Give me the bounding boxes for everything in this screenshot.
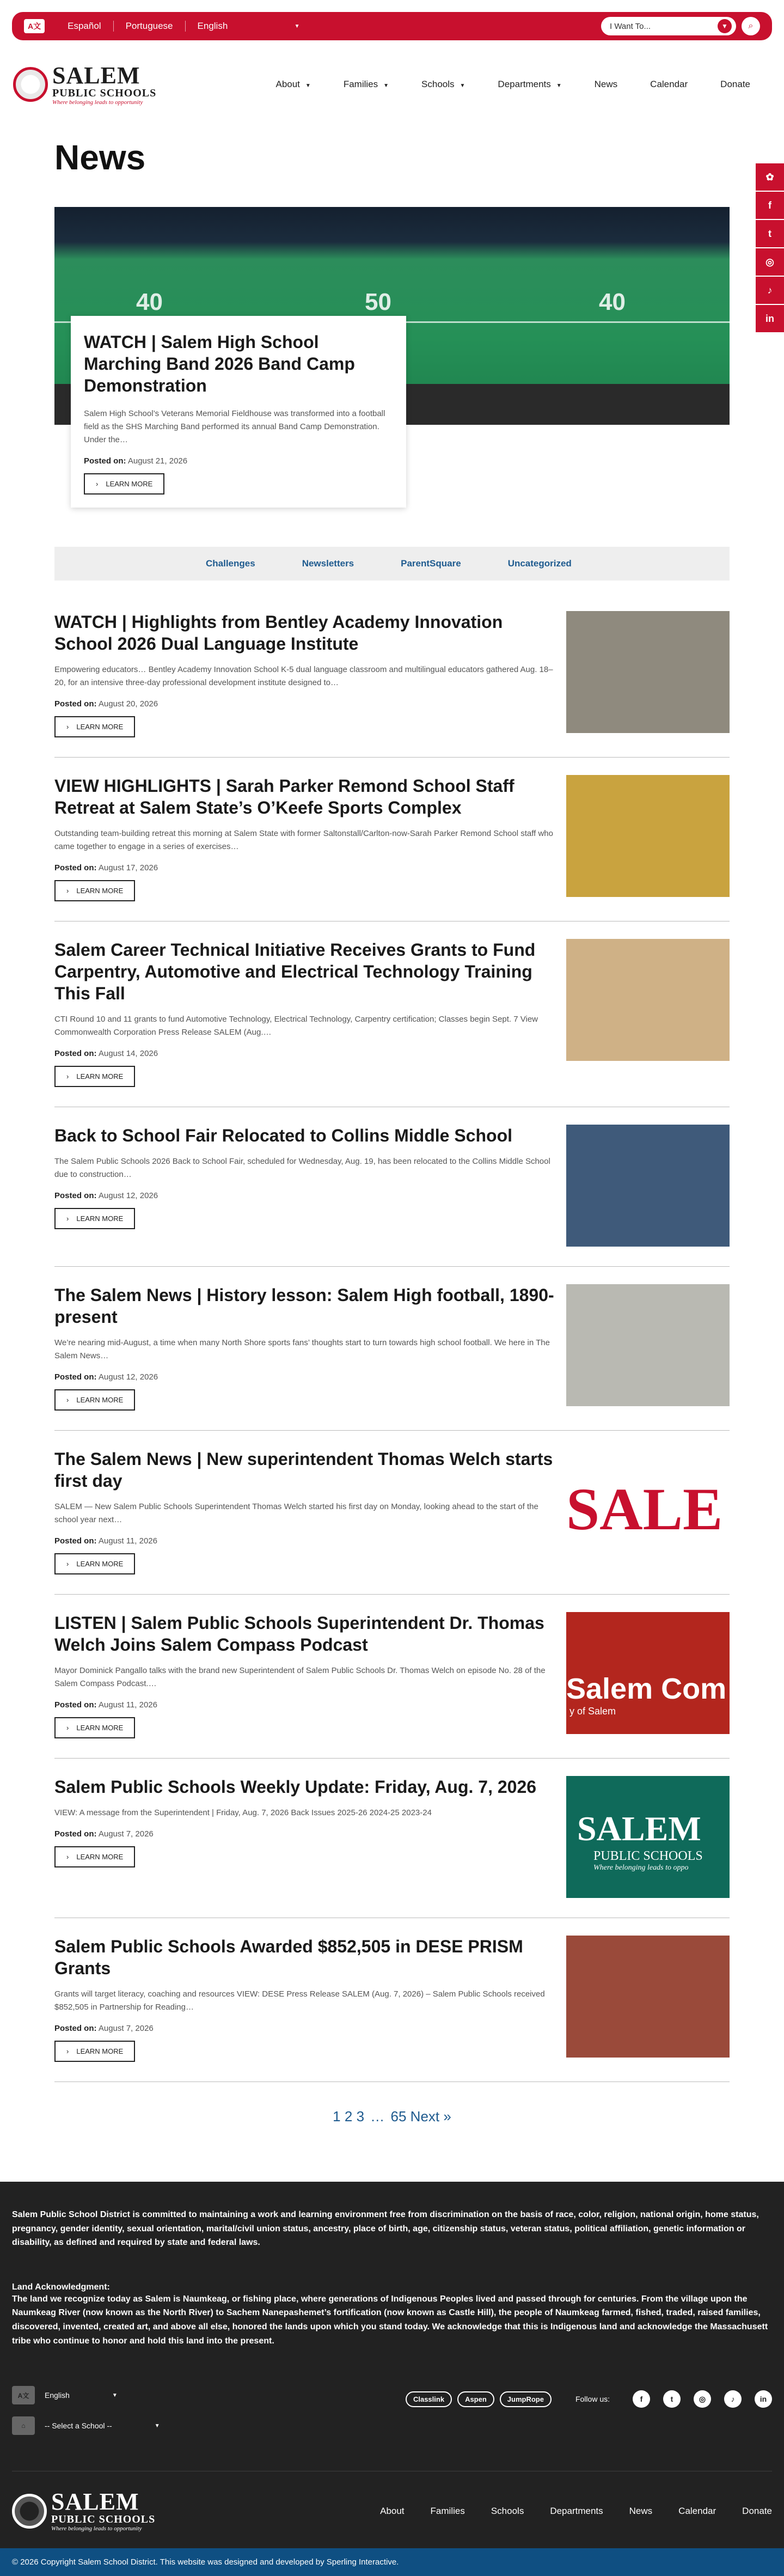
aspen-link[interactable]: Aspen (457, 2391, 494, 2407)
category-newsletters[interactable]: Newsletters (302, 558, 354, 569)
logo-subword: PUBLIC SCHOOLS (51, 2513, 156, 2526)
nav-calendar[interactable]: Calendar (650, 79, 688, 89)
language-select-value: English (197, 21, 228, 31)
social-rail (756, 163, 784, 333)
news-text (54, 939, 559, 1087)
nondiscrimination-notice: Salem Public School District is committed to maintaining a work and learning environment free from discrimination on the basis of race, color, religion, national origin, home status, pregnancy, gender identity, sexual orientation, marital/civil union status, ancestry, place of birth, age, citizenship status, veteran status, political affiliation, genetic information or disability, as defined and required by state and federal laws. (12, 2210, 759, 2248)
news-posted: Posted on: August 7, 2026 (54, 2024, 154, 2033)
news-item (54, 775, 730, 921)
news-posted: Posted on: August 12, 2026 (54, 1372, 158, 1382)
news-thumbnail[interactable] (566, 611, 730, 733)
seal-icon (13, 67, 48, 102)
yard-number: 40 (136, 289, 163, 315)
instagram-icon[interactable]: ◎ (694, 2390, 711, 2408)
thumb-tagline: Where belonging leads to oppo (593, 1864, 689, 1872)
news-title[interactable]: Back to School Fair Relocated to Collins Middle School (54, 1126, 512, 1145)
chevron-right-icon: › (66, 1072, 69, 1081)
news-posted: Posted on: August 11, 2026 (54, 1536, 157, 1546)
news-excerpt: Empowering educators… Bentley Academy Innovation School K-5 dual language classroom and multilingual educators gathered Aug. 18–20, for an intensive three-day professional development institute designed to… (54, 665, 553, 687)
footer-selectors (12, 2386, 160, 2447)
page-ellipsis: … (370, 2108, 385, 2125)
learn-more-button[interactable]: › LEARN MORE (54, 1389, 135, 1411)
footer-nav (380, 2506, 772, 2517)
accessibility-icon[interactable]: ✿ (756, 163, 784, 192)
learn-more-button[interactable]: › LEARN MORE (54, 1846, 135, 1867)
seal-icon (12, 2494, 47, 2529)
category-parentsquare[interactable]: ParentSquare (401, 558, 461, 569)
linkedin-icon[interactable]: in (756, 305, 784, 333)
next-page-link[interactable]: Next » (410, 2108, 451, 2125)
news-text (54, 611, 559, 737)
search-icon: ⌕ (748, 21, 754, 30)
logo-subword: PUBLIC SCHOOLS (52, 87, 157, 99)
news-text (54, 1284, 559, 1411)
tiktok-icon[interactable]: ♪ (724, 2390, 742, 2408)
chevron-down-icon: ▼ (460, 83, 465, 89)
news-thumbnail[interactable] (566, 775, 730, 897)
news-title[interactable]: Salem Public Schools Weekly Update: Friday, Aug. 7, 2026 (54, 1777, 537, 1797)
page-65-link[interactable]: 65 (390, 2108, 407, 2125)
news-excerpt: Grants will target literacy, coaching and resources VIEW: DESE Press Release SALEM (Aug. 7, 2026) – Salem Public Schools received $852,505 in Partnership for Reading… (54, 1989, 545, 2012)
featured-learn-more-button[interactable]: › LEARN MORE (84, 473, 164, 495)
instagram-icon[interactable]: ◎ (756, 248, 784, 277)
pagination (54, 2108, 730, 2125)
i-want-to-label: I Want To... (610, 21, 651, 31)
i-want-to-group (601, 17, 760, 35)
tiktok-icon[interactable]: ♪ (756, 277, 784, 305)
footer-language-value: English (45, 2391, 70, 2400)
news-thumbnail[interactable] (566, 1448, 730, 1570)
language-select[interactable] (186, 21, 300, 32)
news-thumbnail[interactable] (566, 939, 730, 1061)
news-item (54, 611, 730, 758)
page-2-link[interactable]: 2 (344, 2108, 353, 2125)
land-acknowledgment-text: The land we recognize today as Salem is Naumkeag, or fishing place, where generations of Indigenous Peoples lived and passed through for centuries. From the village upon the Naumkeag River (now known as the North River) to Sachem Nanepashemet’s fortification (now known as Castle Hill), the people of Naumkeag farmed, fished, traded, raised families, discovered, invented, created art, and above all else, honored the lands upon which you stand today. We acknowledge that this is Indigenous land and acknowledge the Massachusett tribe who continue to honor and hold this land into the present. (12, 2294, 768, 2346)
main-nav (275, 79, 750, 90)
main-content (54, 137, 730, 2125)
news-thumbnail[interactable] (566, 1284, 730, 1406)
chevron-right-icon: › (66, 1396, 69, 1404)
news-list (54, 611, 730, 2082)
chevron-right-icon: › (66, 887, 69, 895)
nav-about[interactable]: About ▼ (275, 79, 311, 89)
category-uncategorized[interactable]: Uncategorized (507, 558, 572, 569)
news-title[interactable]: Salem Career Technical Initiative Receives Grants to Fund Carpentry, Automotive and Electrical Technology Training This Fall (54, 940, 536, 1003)
news-posted: Posted on: August 7, 2026 (54, 1829, 154, 1839)
news-item (54, 1448, 730, 1595)
jumprope-link[interactable]: JumpRope (500, 2391, 552, 2407)
thumb-subtext: y of Salem (569, 1706, 616, 1717)
news-title[interactable]: The Salem News | New superintendent Thomas Welch starts first day (54, 1449, 553, 1491)
page-1-link[interactable]: 1 (333, 2108, 341, 2125)
chevron-down-icon: ▼ (294, 23, 300, 29)
nav-departments[interactable]: Departments ▼ (498, 79, 562, 89)
utility-bar-inner (12, 12, 772, 40)
footer-logo-text (51, 2490, 155, 2532)
news-excerpt: CTI Round 10 and 11 grants to fund Automotive Technology, Electrical Technology, Carpentry certification; Classes begin Sept. 7 View Commonwealth Corporation Press Release SALEM (Aug.… (54, 1015, 538, 1037)
featured-posted: Posted on: August 21, 2026 (84, 456, 188, 466)
nav-donate[interactable]: Donate (720, 79, 750, 89)
news-title[interactable]: WATCH | Highlights from Bentley Academy Innovation School 2026 Dual Language Institute (54, 612, 503, 654)
copyright-bar: © 2026 Copyright Salem School District. This website was designed and developed by Sperling Interactive. (0, 2548, 784, 2576)
logo-tagline: Where belonging leads to opportunity (52, 99, 143, 106)
category-filter (54, 547, 730, 581)
news-text (54, 1612, 559, 1738)
news-text (54, 775, 559, 901)
footer-nav-news[interactable]: News (629, 2505, 653, 2516)
footer-nav-about[interactable]: About (380, 2505, 405, 2516)
chevron-down-icon: ▼ (383, 83, 389, 89)
news-excerpt: VIEW: A message from the Superintendent | Friday, Aug. 7, 2026 Back Issues 2025-26 2024-25 2023-24 (54, 1808, 432, 1817)
yard-number: 50 (365, 289, 391, 315)
news-title[interactable]: VIEW HIGHLIGHTS | Sarah Parker Remond School Staff Retreat at Salem State’s O’Keefe Sports Complex (54, 776, 514, 817)
chevron-down-icon: ▼ (305, 83, 311, 89)
learn-more-button[interactable]: › LEARN MORE (54, 1208, 135, 1229)
featured-card (71, 316, 406, 508)
chevron-down-icon: ▼ (154, 2422, 160, 2429)
facebook-icon[interactable]: f (633, 2390, 650, 2408)
news-excerpt: We’re nearing mid-August, a time when many North Shore sports fans’ thoughts start to turn towards high school football. We here in The Salem News… (54, 1338, 550, 1360)
learn-more-button[interactable]: › LEARN MORE (54, 880, 135, 901)
news-excerpt: The Salem Public Schools 2026 Back to School Fair, scheduled for Wednesday, Aug. 19, has been relocated to the Collins Middle School due to construction… (54, 1157, 550, 1179)
learn-more-button[interactable]: › LEARN MORE (54, 716, 135, 737)
footer-nav-families[interactable]: Families (430, 2505, 465, 2516)
news-posted: Posted on: August 17, 2026 (54, 863, 158, 872)
twitter-icon[interactable]: t (756, 220, 784, 248)
footer-dark (0, 2182, 784, 2548)
news-thumbnail[interactable] (566, 1612, 730, 1734)
chevron-right-icon: › (66, 723, 69, 731)
nav-news[interactable]: News (594, 79, 618, 89)
news-thumbnail[interactable] (566, 1125, 730, 1247)
news-item (54, 1125, 730, 1267)
featured-title[interactable]: WATCH | Salem High School Marching Band 2026 Band Camp Demonstration (84, 332, 355, 395)
news-excerpt: SALEM — New Salem Public Schools Superintendent Thomas Welch started his first day on Monday, looking ahead to the start of the school year next… (54, 1502, 538, 1524)
news-excerpt: Mayor Dominick Pangallo talks with the brand new Superintendent of Salem Public Schools Dr. Thomas Welch on episode No. 28 of the Salem Compass Podcast.… (54, 1666, 546, 1688)
logo-tagline: Where belonging leads to opportunity (51, 2525, 142, 2532)
site-logo[interactable] (13, 64, 156, 106)
featured-excerpt: Salem High School’s Veterans Memorial Fieldhouse was transformed into a football field as the SHS Marching Band performed its annual Band Camp Demonstration. Under the… (84, 409, 385, 444)
news-item (54, 1284, 730, 1431)
thumb-subtext: PUBLIC SCHOOLS (593, 1849, 703, 1863)
news-thumbnail[interactable] (566, 1936, 730, 2058)
footer-quicklinks (406, 2390, 772, 2408)
site-footer (0, 2182, 784, 2576)
translate-icon: A文 (12, 2386, 35, 2404)
learn-more-button[interactable]: › LEARN MORE (54, 2041, 135, 2062)
footer-nav-schools[interactable]: Schools (491, 2505, 524, 2516)
chevron-down-icon: ▼ (718, 19, 732, 33)
news-title[interactable]: The Salem News | History lesson: Salem High football, 1890-present (54, 1285, 554, 1327)
footer-nav-departments[interactable]: Departments (550, 2505, 603, 2516)
logo-word: SALEM (52, 62, 140, 89)
learn-more-button[interactable]: › LEARN MORE (54, 1717, 135, 1738)
footer-language-select[interactable] (12, 2386, 160, 2404)
thumb-text: Salem Com (566, 1672, 727, 1705)
news-excerpt: Outstanding team-building retreat this morning at Salem State with former Saltonstall/Carlton-now-Sarah Parker Remond School staff who came together to engage in a series of exercises… (54, 829, 553, 851)
news-text (54, 1776, 559, 1898)
school-icon: ⌂ (12, 2416, 35, 2435)
lang-portuguese-link[interactable]: Portuguese (114, 21, 186, 32)
news-item (54, 1612, 730, 1759)
news-title[interactable]: Salem Public Schools Awarded $852,505 in DESE PRISM Grants (54, 1937, 523, 1978)
chevron-right-icon: › (66, 2047, 69, 2055)
language-switcher (24, 19, 300, 33)
news-posted: Posted on: August 11, 2026 (54, 1700, 157, 1710)
classlink-link[interactable]: Classlink (406, 2391, 452, 2407)
news-text (54, 1125, 559, 1247)
search-button[interactable] (742, 17, 760, 35)
page-title: News (54, 138, 146, 177)
footer-nav-donate[interactable]: Donate (742, 2505, 772, 2516)
footer-school-select[interactable] (12, 2416, 160, 2435)
nav-families[interactable]: Families ▼ (343, 79, 389, 89)
chevron-right-icon: › (66, 1724, 69, 1732)
yard-number: 40 (599, 289, 626, 315)
news-posted: Posted on: August 20, 2026 (54, 699, 158, 709)
thumb-text: SALE (566, 1476, 723, 1542)
learn-more-button[interactable]: › LEARN MORE (54, 1066, 135, 1087)
follow-us-label: Follow us: (575, 2395, 610, 2404)
chevron-right-icon: › (96, 480, 99, 488)
logo-word: SALEM (51, 2488, 139, 2516)
footer-school-value: -- Select a School -- (45, 2421, 112, 2431)
chevron-right-icon: › (66, 1853, 69, 1861)
chevron-down-icon: ▼ (556, 83, 562, 89)
footer-bottom (12, 2471, 772, 2532)
i-want-to-select[interactable] (601, 17, 736, 35)
chevron-down-icon: ▼ (112, 2392, 118, 2398)
news-title[interactable]: LISTEN | Salem Public Schools Superintendent Dr. Thomas Welch Joins Salem Compass Podcast (54, 1613, 544, 1655)
footer-nav-calendar[interactable]: Calendar (678, 2505, 716, 2516)
news-item (54, 1936, 730, 2082)
site-header (0, 54, 784, 114)
news-text (54, 1448, 559, 1574)
twitter-icon[interactable]: t (663, 2390, 681, 2408)
news-item (54, 1776, 730, 1918)
footer-logo[interactable] (12, 2490, 155, 2532)
logo-text (52, 64, 156, 106)
nav-schools[interactable]: Schools ▼ (421, 79, 465, 89)
utility-bar (0, 0, 784, 54)
translate-icon: A文 (24, 19, 45, 33)
page-3-link[interactable]: 3 (356, 2108, 365, 2125)
footer-tools (12, 2386, 772, 2447)
thumb-text: SALEM (577, 1809, 701, 1848)
linkedin-icon[interactable]: in (755, 2390, 772, 2408)
land-acknowledgment-title: Land Acknowledgment: (12, 2282, 110, 2292)
chevron-right-icon: › (66, 1560, 69, 1568)
featured-post (54, 207, 730, 545)
lang-espanol-link[interactable]: Español (56, 21, 113, 32)
category-challenges[interactable]: Challenges (206, 558, 255, 569)
facebook-icon[interactable]: f (756, 192, 784, 220)
learn-more-button[interactable]: › LEARN MORE (54, 1553, 135, 1574)
news-posted: Posted on: August 14, 2026 (54, 1049, 158, 1058)
chevron-right-icon: › (66, 1214, 69, 1223)
news-item (54, 939, 730, 1107)
news-thumbnail[interactable] (566, 1776, 730, 1898)
news-posted: Posted on: August 12, 2026 (54, 1191, 158, 1200)
news-text (54, 1936, 559, 2062)
